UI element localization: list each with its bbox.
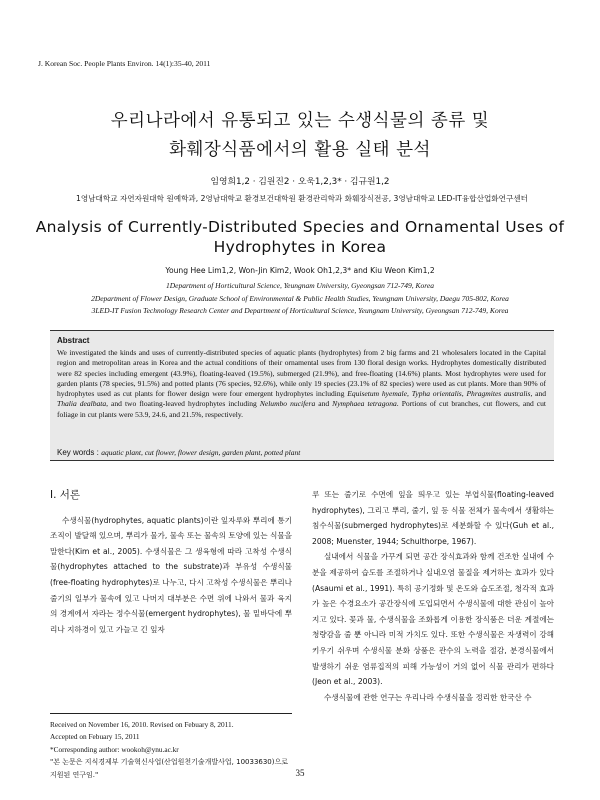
abstract-separator: , [461,389,467,399]
species-name: Typha orientalis [411,389,462,399]
species-name: Phragmites australis [466,389,531,399]
abstract-separator: , [407,389,412,399]
body-paragraph: 수생식물(hydrophytes, aquatic plants)이란 잎자루와 뿌리에 통기조직이 발달해 있으며, 뿌리가 물가, 물속 또는 물속의 토양에 있는 식물을 말한다(Kim et al., 2005). 수생식물은 그 생육형에 따라 고착성 수생식물(hydrophytes attached to the substrate)과 부유성 수생식물(free-floating hydrophytes)로 나누고, 다시 고착성 수생식물은 뿌리나 줄기의 일부가 물속에 있고 나머지 대부분은 수면 위에 나와서 물과 육지의 경계에서 자라는 정수식물(emergent hydrophytes), 물 밑바닥에 뿌리나 지하경이 있고 가늘고 긴 잎자 [50,515,292,634]
abstract-box [50,330,554,461]
title-korean-line2: 화훼장식품에서의 활용 실태 분석 [169,140,431,160]
affiliation-english-3: 3LED-IT Fusion Technology Research Center and Department of Horticultural Science, Yeungnam University, Gyeongsan 712-749, Korea [91,306,509,315]
abstract-separator: , and [530,389,547,399]
page-number: 35 [295,768,305,778]
footnote-accepted: Accepted on Febuary 15, 2011 [50,732,140,742]
species-name: Nymphaea tetragona [332,399,397,409]
journal-reference: J. Korean Soc. People Plants Environ. 14(1):35-40, 2011 [38,59,211,68]
body-paragraph: 루 또는 줄기로 수면에 잎을 띄우고 있는 부엽식물(floating-leaved hydrophytes), 그리고 뿌리, 줄기, 잎 등 식물 전체가 물속에서 생활하는 침수식물(submerged hydrophytes)로 세분화할 수 있다(Guh et al., 2008; Muenster, 1944; Schulthorpe, 1967). [312,490,554,546]
right-column [312,487,554,705]
species-name: Equisetum hyemale [347,389,408,399]
abstract-separator: and [315,399,333,409]
authors-english: Young Hee Lim1,2, Won-Jin Kim2, Wook Oh1,2,3* and Kiu Weon Kim1,2 [165,266,435,275]
affiliation-english-1: 1Department of Horticultural Science, Yeungnam University, Gyeongsan 712-749, Korea [166,281,434,290]
section-heading-introduction: Ⅰ. 서론 [50,489,81,501]
body-paragraph: 실내에서 식물을 가꾸게 되면 공간 장식효과와 함께 건조한 실내에 수분을 제공하여 습도를 조절하거나 실내오염 물질을 제거하는 효과가 있다(Asaumi et al., 1991). 특히 공기정화 및 온도와 습도조절, 청각적 효과가 높은 수경요소가 공간장식에 도입되면서 수생식물에 대한 관심이 높아지고 있다. 꽃과 물, 수생식물을 조화롭게 이용한 장식품은 더운 계절에는 청량감을 줄 뿐 아니라 미적 가치도 있다. 또한 수생식물은 자생력이 강해 키우기 쉬우며 수생식물 분화 상품은 관수의 노력을 절감, 분경식물에서 발생하기 쉬운 염류집적의 피해 가능성이 거의 없어 식물 관리가 편하다(Jeon et al., 2003). [312,552,554,687]
abstract-text-part: . Portions of cut branches, cut flowers, and cut foliage in cut plants were 53.9, 24.6, and 21.5%, respectively. [57,399,547,419]
abstract-text-part: , and two floating-leaved hydrophytes including [106,399,260,409]
abstract-text-part: We investigated the kinds and uses of currently-distributed species of aquatic plants (hydrophytes) from 2 big farms and 21 wholesalers located in the Capital region and metropolitan areas in Korea and the actual conditions of their ornamental uses from 130 floral design works. Hydrophytes domestically distributed were 82 species including emergent (43.9%), floating-leaved (19.5%), submerged (21.9%), and free-floating (14.6%) plants. Most hydrophytes were used for garden plants (78 species, 91.5%) and potted plants (76 species, 92.6%), while only 19 species (23.1% of 82 species) were used as cut plants. More than 90% of hydrophytes used as cut plants for flower design were four emergent hydrophytes including [57,348,546,399]
abstract-text [57,348,546,420]
keywords [57,448,553,457]
footnote-divider [50,713,292,714]
footnote-received: Received on November 16, 2010. Revised on Febuary 8, 2011. [50,720,234,729]
abstract-heading: Abstract [57,336,90,345]
body-paragraph: 수생식물에 관한 연구는 우리나라 수생식물을 정리한 한국산 수 [324,692,532,702]
keywords-text: aquatic plant, cut flower, flower design, garden plant, potted plant [101,448,301,457]
species-name: Thalia dealbata [57,399,107,409]
species-name: Nelumbo nucifera [259,399,316,409]
left-column [50,488,292,637]
title-korean-line1: 우리나라에서 유통되고 있는 수생식물의 종류 및 [110,111,490,131]
title-english-line1: Analysis of Currently-Distributed Species and Ornamental Uses of [35,218,565,236]
title-english-line2: Hydrophytes in Korea [213,238,387,256]
affiliation-korean: 1영남대학교 자연자원대학 원예학과, 2영남대학교 환경보건대학원 환경관리학과 화훼장식전공, 3영남대학교 LED-IT융합산업화연구센터 [76,194,528,203]
footnote-funding: "본 논문은 지식경제부 기술혁신사업(산업원천기술개발사업, 10033630)으로 지원된 연구임." [50,758,289,779]
keywords-label: Key words : [57,448,99,457]
authors-korean: 임영희1,2 · 김원진2 · 오욱1,2,3* · 김규원1,2 [210,177,390,187]
affiliation-english-2: 2Department of Flower Design, Graduate School of Environmental & Public Health Studies, Yeungnam University, Daegu 705-802, Korea [91,294,509,303]
footnote-corresponding-author: *Corresponding author: wookoh@ynu.ac.kr [50,744,179,754]
